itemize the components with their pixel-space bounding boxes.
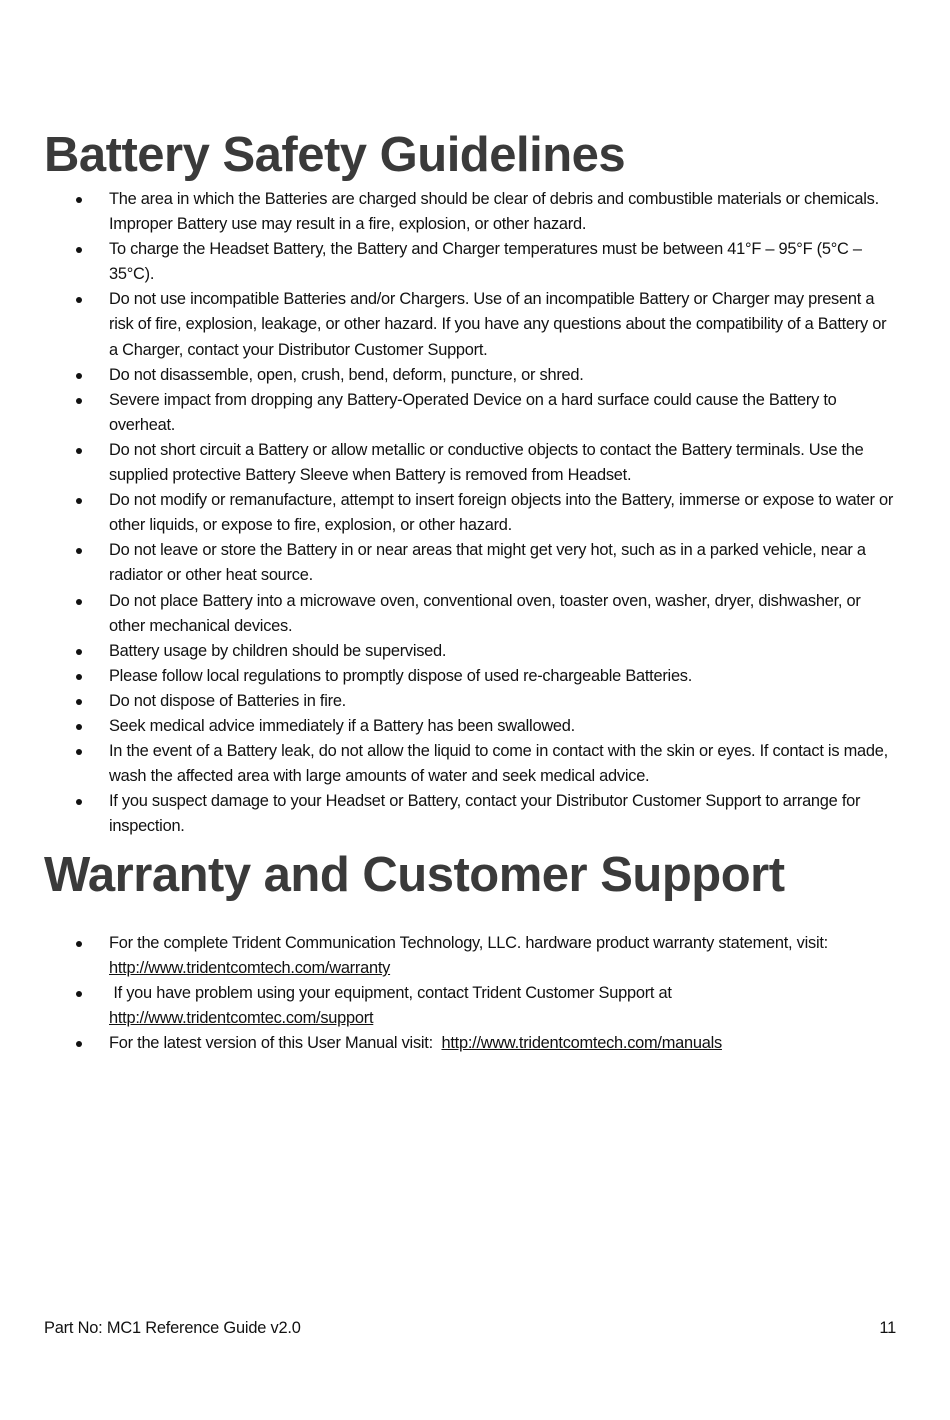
warranty-list [0, 931, 900, 1056]
bullet-icon [76, 498, 82, 504]
page-number: 11 [879, 1319, 896, 1337]
list-item-text: Please follow local regulations to promptly dispose of used re-chargeable Batteries. [109, 666, 693, 685]
list-item-text: Do not disassemble, open, crush, bend, deform, puncture, or shred. [109, 365, 584, 384]
url-link[interactable]: http://www.tridentcomtec.com/support [109, 1009, 374, 1028]
bullet-icon [76, 991, 82, 997]
list-item [0, 538, 899, 588]
list-item-text: If you suspect damage to your Headset or Battery, contact your Distributor Customer Support to arrange for inspection. [109, 792, 861, 836]
list-item [0, 664, 899, 689]
list-item-text: Do not place Battery into a microwave oven, conventional oven, toaster oven, washer, dryer, dishwasher, or other mechanical devices. [109, 591, 861, 635]
bullet-icon [76, 649, 82, 655]
list-item-text: If you have problem using your equipment, contact Trident Customer Support at [109, 984, 676, 1003]
bullet-icon [76, 749, 82, 755]
list-item [0, 789, 899, 839]
list-item-text: The area in which the Batteries are charged should be clear of debris and combustible materials or chemicals. Improper Battery use may result in a fire, explosion, or other hazard. [109, 190, 879, 234]
bullet-icon [76, 1041, 82, 1047]
bullet-icon [76, 548, 82, 554]
bullet-icon [76, 599, 82, 605]
list-item [0, 438, 899, 488]
bullet-icon [76, 398, 82, 404]
list-item [0, 981, 899, 1031]
list-item [0, 1031, 899, 1056]
url-link[interactable]: http://www.tridentcomtech.com/manuals [441, 1034, 722, 1053]
list-item [0, 931, 899, 981]
list-item [0, 739, 899, 789]
bullet-icon [76, 197, 82, 203]
bullet-icon [76, 448, 82, 454]
list-item-text: Do not short circuit a Battery or allow metallic or conductive objects to contact the Battery terminals. Use the supplied protective Battery Sleeve when Battery is removed from Headset. [109, 440, 864, 485]
bullet-icon [76, 373, 82, 379]
list-item [0, 589, 899, 639]
bullet-icon [76, 297, 82, 303]
list-item [0, 237, 899, 287]
list-item [0, 714, 899, 739]
list-item [0, 287, 899, 362]
footer-part-number: Part No: MC1 Reference Guide v2.0 [44, 1319, 301, 1337]
battery-safety-heading: Battery Safety Guidelines [44, 128, 626, 182]
url-link[interactable]: http://www.tridentcomtech.com/warranty [109, 959, 391, 978]
list-item-text: Do not dispose of Batteries in fire. [109, 691, 346, 710]
bullet-icon [76, 799, 82, 805]
list-item-text: Severe impact from dropping any Battery-Operated Device on a hard surface could cause the Battery to overheat. [109, 390, 837, 434]
battery-safety-list [0, 187, 900, 839]
list-item-text: In the event of a Battery leak, do not allow the liquid to come in contact with the skin or eyes. If contact is made, wash the affected area with large amounts of water and seek medical advice. [109, 742, 888, 786]
list-item-text: Do not use incompatible Batteries and/or Chargers. Use of an incompatible Battery or Charger may present a risk of fire, explosion, leakage, or other hazard. If you have any questions about the compatibility of a Battery or a Charger, contact your Distributor Customer Support. [109, 290, 887, 359]
bullet-icon [76, 247, 82, 253]
list-item [0, 689, 899, 714]
list-item-text: For the complete Trident Communication Technology, LLC. hardware product warranty statement, visit: [109, 934, 837, 952]
bullet-icon [76, 724, 82, 730]
bullet-icon [76, 699, 82, 705]
bullet-icon [76, 674, 82, 680]
list-item-text: Do not leave or store the Battery in or near areas that might get very hot, such as in a parked vehicle, near a radiator or other heat source. [109, 541, 866, 585]
list-item [0, 639, 899, 664]
list-item [0, 363, 899, 388]
warranty-heading: Warranty and Customer Support [44, 848, 785, 902]
list-item-text: Battery usage by children should be supervised. [109, 641, 447, 660]
list-item-text: Seek medical advice immediately if a Battery has been swallowed. [109, 716, 575, 735]
list-item-text: To charge the Headset Battery, the Battery and Charger temperatures must be between 41°F – 95°F (5°C – 35°C). [109, 240, 862, 284]
list-item-text: For the latest version of this User Manual visit: [109, 1034, 442, 1053]
list-item-text: Do not modify or remanufacture, attempt to insert foreign objects into the Battery, immerse or expose to water or other liquids, or expose to fire, explosion, or other hazard. [109, 491, 894, 535]
bullet-icon [76, 941, 82, 947]
list-item [0, 187, 899, 237]
list-item [0, 388, 899, 438]
list-item [0, 488, 899, 538]
